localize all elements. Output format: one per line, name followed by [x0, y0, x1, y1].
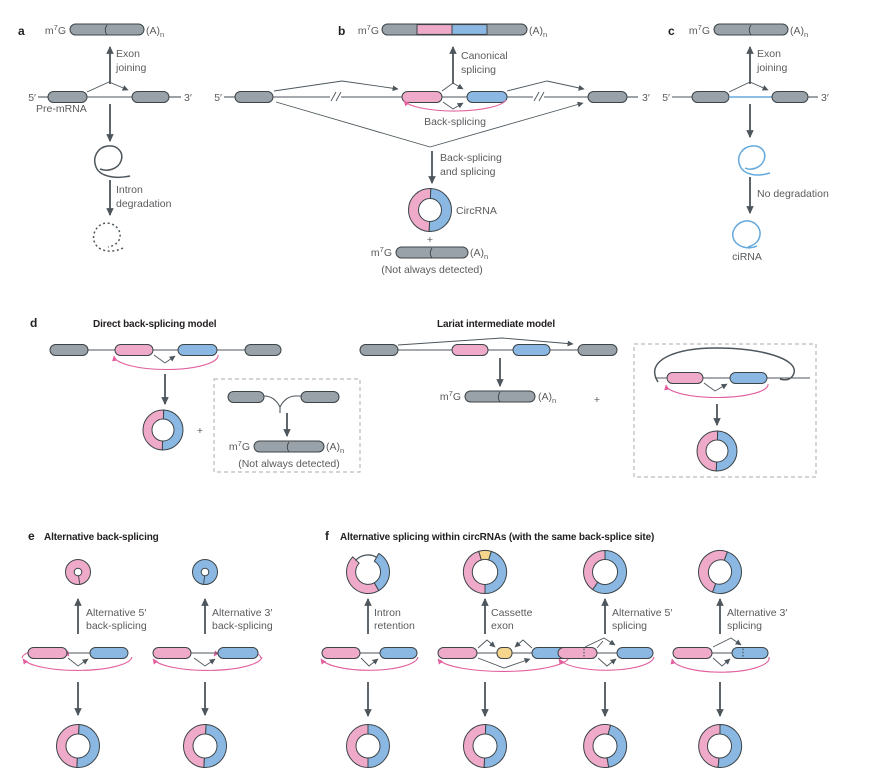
- polya-label: $(A)_n$: [538, 391, 557, 405]
- intron-degradation-line1: Intron: [116, 184, 143, 196]
- panel-c: [662, 23, 829, 263]
- circrna-ring: [56, 724, 99, 767]
- back-splice-junction-lines: [194, 658, 215, 666]
- m7g-cap-label: $m^7G$: [439, 389, 461, 403]
- circrna-segment: [183, 724, 206, 767]
- panel-d-label: d: [30, 316, 38, 330]
- splice-junction-lines: [515, 640, 532, 648]
- polya-label: $(A)_n$: [790, 25, 809, 39]
- exon: [245, 345, 281, 356]
- circrna-ring: [408, 188, 451, 231]
- circrna-cassette: [463, 550, 506, 593]
- cirna-label: ciRNA: [732, 251, 762, 263]
- line-break-marks: [331, 92, 341, 101]
- circrna-ring: [697, 431, 737, 471]
- alt5-splicing-line2: splicing: [612, 620, 648, 632]
- exon-pink-segment: [417, 25, 452, 35]
- polya-label: $(A)_n$: [470, 247, 489, 261]
- exon-joining-line2: joining: [757, 62, 788, 74]
- m7g-cap-label: $m^7G$: [688, 23, 710, 37]
- retained-intron-arc: [355, 555, 377, 561]
- alt3-splicing-line2: splicing: [727, 620, 763, 632]
- five-prime-label: 5′: [28, 92, 36, 104]
- circrna-segment: [697, 431, 718, 471]
- plus-sign: +: [593, 394, 601, 406]
- exon-blue: [513, 345, 550, 356]
- circrna-segment: [374, 553, 389, 590]
- five-prime-label: 5′: [214, 92, 222, 104]
- exon: [50, 345, 88, 356]
- intron-lariat: [95, 146, 130, 177]
- back-splice-junction-lines: [361, 658, 378, 666]
- exon-blue: [90, 648, 128, 659]
- panel-f-label: f: [325, 529, 329, 543]
- splice-junction-lines: [398, 338, 573, 345]
- circrna-segment: [346, 557, 378, 594]
- circrna-ring: [183, 724, 226, 767]
- circrna-intron-retained: [346, 553, 389, 593]
- circrna-segment: [699, 725, 720, 768]
- exon: [588, 92, 627, 103]
- exon-pink: [115, 345, 153, 356]
- panel-e: [22, 529, 273, 768]
- circrna-segment: [77, 725, 100, 768]
- panel-e-title: Alternative back-splicing: [44, 532, 159, 543]
- splice-junction-lines: [87, 82, 128, 92]
- circrna-label: CircRNA: [456, 205, 497, 217]
- long-splice-line-left: [276, 102, 430, 147]
- splice-junction-lines: [478, 640, 495, 648]
- circrna-ring: [584, 724, 627, 767]
- splice-junction-lines: [274, 81, 398, 91]
- exon-blue: [732, 648, 768, 659]
- splice-junction-lines: [442, 83, 463, 91]
- exon: [578, 345, 617, 356]
- back-splicing-and-splicing-line2: and splicing: [440, 166, 496, 178]
- back-splice-junction-lines: [154, 355, 175, 363]
- panel-b: [214, 23, 650, 276]
- lariat-model-title: Lariat intermediate model: [437, 319, 555, 330]
- splice-junction-lines: [585, 638, 615, 647]
- panel-c-label: c: [668, 24, 675, 38]
- exon-pink: [452, 345, 488, 356]
- circrna-alt5: [584, 550, 627, 593]
- exon-blue: [218, 648, 258, 659]
- panel-a: [18, 23, 192, 251]
- line-break-marks: [534, 92, 544, 101]
- circrna-segment: [408, 188, 430, 231]
- exon-joining-line1: Exon: [116, 48, 140, 60]
- cassette-exon-line1: Cassette: [491, 607, 533, 619]
- exon-pink: [402, 92, 442, 103]
- panel-f: [321, 529, 787, 768]
- alt3-back-splicing-line1: Alternative 3′: [212, 607, 273, 619]
- exon: [132, 92, 169, 103]
- five-prime-label: 5′: [662, 92, 670, 104]
- m7g-cap-label: $m^7G$: [44, 23, 66, 37]
- intron-retention-line2: retention: [374, 620, 415, 632]
- circrna-segment: [716, 431, 737, 471]
- exon: [692, 92, 729, 103]
- three-prime-label: 3′: [184, 92, 192, 104]
- exon-joining-curve: [264, 396, 301, 407]
- exon-blue: [730, 373, 767, 384]
- polya-label: $(A)_n$: [529, 25, 548, 39]
- exon: [235, 92, 273, 103]
- circrna-segment: [162, 410, 183, 450]
- circrna-segment: [584, 724, 611, 767]
- panel-f-title: Alternative splicing within circRNAs (with the same back-splice site): [340, 532, 655, 543]
- alt5-back-splicing-line2: back-splicing: [86, 620, 147, 632]
- exon: [228, 392, 264, 403]
- exon-pink: [438, 648, 477, 659]
- m7g-cap-label: $m^7G$: [370, 245, 392, 259]
- not-always-detected-label: (Not always detected): [381, 264, 483, 276]
- back-splicing-label: Back-splicing: [424, 116, 486, 128]
- dashed-box: [634, 344, 816, 477]
- circrna-segment: [204, 725, 227, 768]
- exon-pink: [322, 648, 360, 659]
- circrna-ring: [347, 725, 390, 768]
- intron-retention-line1: Intron: [374, 607, 401, 619]
- circrna-segment: [463, 724, 485, 767]
- circrna-segment: [347, 725, 369, 768]
- circrna-segment: [143, 410, 164, 450]
- splice-junction-lines: [713, 638, 741, 647]
- intron-degradation-line2: degradation: [116, 198, 172, 210]
- exon-blue: [178, 345, 217, 356]
- alt5-splicing-line1: Alternative 5′: [612, 607, 673, 619]
- small-circrna-blue: [193, 560, 218, 585]
- exon: [48, 92, 87, 103]
- circrna-segment: [718, 724, 742, 767]
- circrna-segment: [607, 725, 627, 767]
- alt3-back-splicing-line2: back-splicing: [212, 620, 273, 632]
- panel-a-label: a: [18, 24, 25, 38]
- small-circrna-pink: [66, 560, 91, 585]
- canonical-splicing-line2: splicing: [461, 64, 497, 76]
- three-prime-label: 3′: [821, 92, 829, 104]
- exon-blue: [380, 648, 417, 659]
- circrna-segment: [429, 189, 451, 232]
- plus-sign: +: [426, 234, 434, 246]
- alt3-splicing-line1: Alternative 3′: [727, 607, 788, 619]
- back-splice-junction-lines: [68, 658, 88, 666]
- back-splice-arc: [438, 657, 569, 671]
- panel-d: [30, 316, 816, 477]
- exon: [772, 92, 808, 103]
- back-splice-junction-lines: [598, 658, 616, 666]
- not-always-detected-label: (Not always detected): [238, 458, 340, 470]
- circrna-segment: [193, 560, 218, 585]
- exon-blue-segment: [452, 25, 487, 35]
- exon-pink: [153, 648, 191, 659]
- back-splice-junction-lines: [443, 102, 463, 109]
- m7g-cap-label: $m^7G$: [228, 439, 250, 453]
- exon-cassette-yellow: [497, 648, 512, 659]
- pre-mrna-label: Pre-mRNA: [36, 103, 87, 115]
- exon-pink: [667, 373, 703, 384]
- circrna-segment: [56, 724, 79, 767]
- back-splice-junction-lines: [704, 383, 727, 391]
- degraded-intron-lariat: [94, 223, 123, 251]
- exon-pink: [28, 648, 67, 659]
- polya-label: $(A)_n$: [146, 25, 165, 39]
- circrna-alt3: [699, 550, 742, 593]
- circrna-ring: [699, 724, 742, 767]
- cassette-exon-line2: exon: [491, 620, 514, 632]
- three-prime-label: 3′: [642, 92, 650, 104]
- panel-e-label: e: [28, 529, 35, 543]
- exon-pink: [558, 648, 597, 659]
- splice-junction-line-short: [597, 641, 603, 648]
- m7g-cap-label: $m^7G$: [357, 23, 379, 37]
- back-splicing-and-splicing-line1: Back-splicing: [440, 152, 502, 164]
- circrna-ring: [143, 410, 183, 450]
- circrna-segment: [66, 560, 91, 585]
- back-splice-junction-lines: [478, 658, 530, 668]
- circrna-segment: [484, 725, 506, 768]
- circrna-segment: [368, 725, 390, 768]
- panel-b-label: b: [338, 24, 346, 38]
- no-degradation-label: No degradation: [757, 188, 829, 200]
- exon: [301, 392, 339, 403]
- exon-pink: [673, 648, 712, 659]
- canonical-splicing-line1: Canonical: [461, 50, 508, 62]
- exon-blue: [617, 648, 653, 659]
- back-splice-arc: [666, 384, 768, 398]
- back-splice-arc: [23, 657, 132, 670]
- plus-sign: +: [196, 425, 204, 437]
- splice-junction-lines: [729, 82, 768, 92]
- direct-model-title: Direct back-splicing model: [93, 319, 217, 330]
- back-splice-junction-lines: [713, 658, 730, 666]
- exon-joining-line2: joining: [116, 62, 147, 74]
- splice-junction-lines: [507, 81, 584, 91]
- intron-lariat-blue: [739, 146, 770, 175]
- alt5-back-splicing-line1: Alternative 5′: [86, 607, 147, 619]
- circrna-ring: [463, 724, 506, 767]
- exon-blue: [467, 92, 507, 103]
- polya-label: $(A)_n$: [326, 441, 345, 455]
- exon: [360, 345, 398, 356]
- exon-joining-line1: Exon: [757, 48, 781, 60]
- cirna-lariat: [733, 221, 760, 248]
